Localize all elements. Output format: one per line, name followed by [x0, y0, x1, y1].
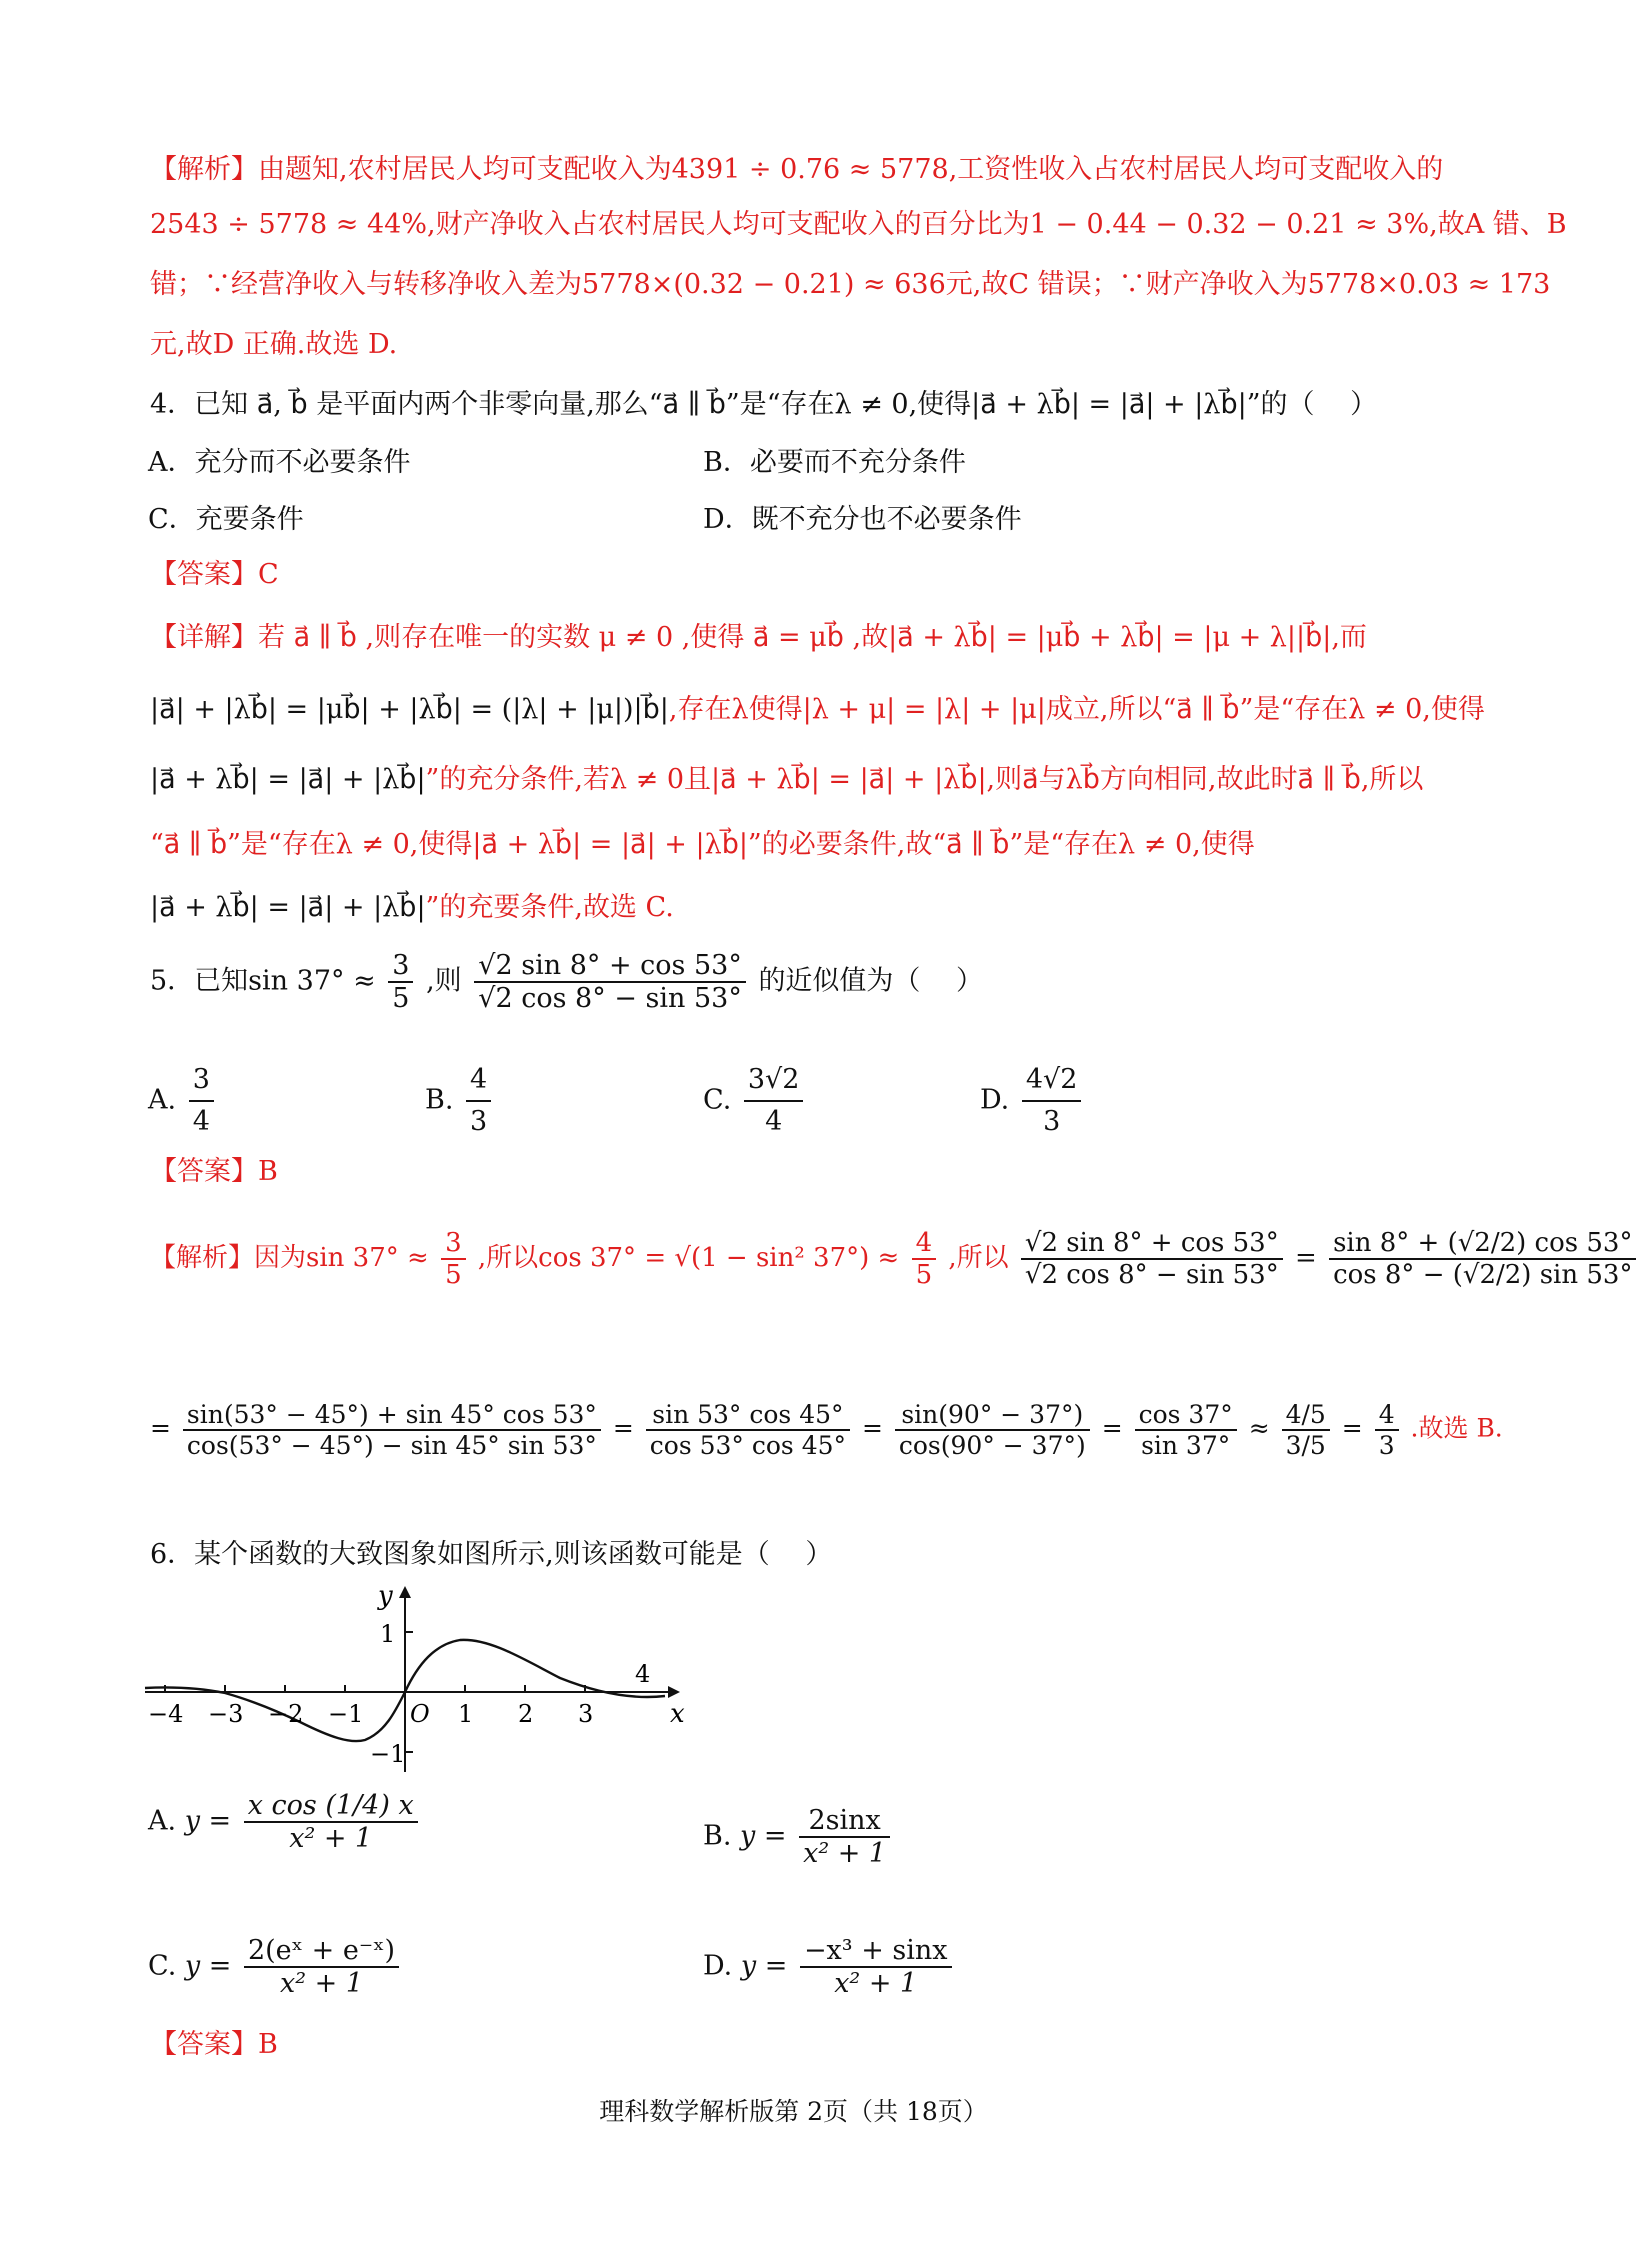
q5-explanation-1-frac-3-num: √2 sin 8° + cos 53°	[1021, 1228, 1283, 1260]
q5-fraction-1	[388, 950, 413, 1014]
q5-option-a-letter: A.	[148, 1084, 177, 1116]
q4-detail-1: 【详解】若 a⃗ ∥ b⃗ ,则存在唯一的实数 μ ≠ 0 ,使得 a⃗ = μb⃗ ,故|a⃗ + λb⃗| = |μb⃗ + λb⃗| = |μ + λ||b⃗|,而	[150, 622, 1367, 653]
q6-option-b-den: x² + 1	[803, 1838, 887, 1869]
q6-option-b	[703, 1805, 894, 1869]
page-footer: 理科数学解析版第 2页（共 18页）	[599, 2097, 988, 2126]
q5-option-d-letter: D.	[980, 1084, 1010, 1116]
q6-option-a-num: x cos (1/4) x	[244, 1790, 418, 1823]
q5-explanation-2-frac-3-num: sin(90° − 37°)	[895, 1400, 1090, 1431]
q5-option-b-den: 3	[470, 1106, 488, 1137]
q6-option-c-frac	[244, 1935, 399, 1999]
q5-explanation-1-mid: ,所以cos 37° = √(1 − sin² 37°) ≈	[477, 1243, 900, 1273]
q5-explanation-1-mid2: ,所以	[948, 1243, 1009, 1273]
q6-option-d-num: −x³ + sinx	[800, 1935, 952, 1968]
q6-option-a-y: y =	[184, 1805, 232, 1837]
x-tick-label-2: 2	[518, 1700, 534, 1728]
y-tick-label-1: 1	[380, 1620, 396, 1648]
question-4: 4．已知 a⃗, b⃗ 是平面内两个非零向量,那么“a⃗ ∥ b⃗”是“存在λ ≠ 0,使得|a⃗ + λb⃗| = |a⃗| + |λb⃗|”的（ ）	[150, 389, 1378, 420]
y-tick-label-minus-1: −1	[370, 1740, 406, 1768]
q4-detail-3-text: ”的充分条件,若λ ≠ 0且|a⃗ + λb⃗| = |a⃗| + |λb⃗|,则a⃗与λb⃗方向相同,故此时a⃗ ∥ b⃗,所以	[425, 764, 1424, 795]
q5-explanation-2-equals: =	[150, 1413, 171, 1443]
q6-option-c	[148, 1935, 403, 1999]
q5-fraction-2	[474, 950, 746, 1014]
x-tick-label-minus-3: −3	[208, 1700, 244, 1728]
q6-option-a-letter: A.	[148, 1805, 177, 1837]
q5-option-d-den: 3	[1043, 1106, 1061, 1137]
q5-explanation-2-frac-4-num: cos 37°	[1135, 1400, 1237, 1431]
question-6: 6．某个函数的大致图象如图所示,则该函数可能是（ ）	[150, 1539, 833, 1570]
q5-explanation-1-frac-2-num: 4	[912, 1228, 937, 1260]
q5-prefix: 5．已知sin 37° ≈	[150, 965, 376, 997]
q5-option-b-frac	[466, 1060, 491, 1142]
q6-option-b-y: y =	[740, 1820, 787, 1852]
explanation-line-2: 2543 ÷ 5778 ≈ 44%,财产净收入占农村居民人均可支配收入的百分比为1 − 0.44 − 0.32 − 0.21 ≈ 3%,故A 错、B	[150, 209, 1567, 240]
x-tick-label-minus-1: −1	[328, 1700, 364, 1728]
q6-option-c-den: x² + 1	[279, 1968, 364, 1999]
q5-explanation-2-frac-5-den: 3/5	[1285, 1431, 1326, 1460]
x-tick-label-3: 3	[578, 1700, 594, 1728]
q5-option-d-num: 4√2	[1022, 1060, 1082, 1102]
q6-option-d-letter: D.	[703, 1950, 733, 1982]
q5-explanation-1	[150, 1228, 1640, 1290]
q5-explanation-2-frac-1	[183, 1400, 601, 1460]
q6-option-d-y: y =	[740, 1950, 788, 1982]
q5-explanation-1-frac-1-num: 3	[441, 1228, 466, 1260]
q5-option-c-den: 4	[765, 1106, 783, 1137]
q5-explanation-1-frac-4-num: sin 8° + (√2/2) cos 53°	[1329, 1228, 1636, 1260]
q5-explanation-2-frac-2	[646, 1400, 850, 1460]
q6-option-b-frac	[799, 1805, 890, 1869]
q4-detail-4: “a⃗ ∥ b⃗”是“存在λ ≠ 0,使得|a⃗ + λb⃗| = |a⃗| + |λb⃗|”的必要条件,故“a⃗ ∥ b⃗”是“存在λ ≠ 0,使得	[150, 829, 1255, 860]
q5-fraction-2-den: √2 cos 8° − sin 53°	[478, 983, 742, 1014]
q5-option-b-letter: B.	[425, 1084, 454, 1116]
q5-option-c-num: 3√2	[744, 1060, 804, 1102]
q6-option-c-letter: C.	[148, 1950, 177, 1982]
q4-option-c: C．充要条件	[148, 504, 304, 535]
q4-detail-3-formula: |a⃗ + λb⃗| = |a⃗| + |λb⃗|	[150, 764, 426, 795]
q5-explanation-2: = $\frac{\sin(53^\circ - 45^\circ) + \sin 45^\circ \cos 53^\circ}{\cos(53^\circ - 45^\circ) - \sin 45^\circ \sin 53^\circ}$ = $\frac{\sin 53^\circ \cos 45^\circ}{\cos 53^\circ \cos 45^\circ}$ = $\frac{\sin(90^\circ - 37^\circ)}{\cos(90^\circ - 37^\circ)}$ = $\frac{\cos 37^\circ}{\sin 37^\circ}$ ≈ $\frac{4/5}{3/5}$ = $\frac{4}{3}$ .故选 B.	[150, 1400, 1503, 1460]
q5-explanation-1-frac-4	[1329, 1228, 1636, 1290]
q5-explanation-2-frac-2-num: sin 53° cos 45°	[646, 1400, 850, 1431]
x-tick-label-1: 1	[458, 1700, 474, 1728]
q6-option-d-frac	[800, 1935, 952, 1999]
x-axis-arrow	[668, 1686, 680, 1698]
q4-detail-5-formula: |a⃗ + λb⃗| = |a⃗| + |λb⃗|	[150, 892, 426, 923]
q5-explanation-2-frac-3	[895, 1400, 1090, 1460]
q5-explanation-2-frac-3-den: cos(90° − 37°)	[898, 1431, 1086, 1460]
x-axis-label: x	[670, 1699, 685, 1729]
q4-option-a: A．充分而不必要条件	[148, 447, 411, 478]
q4-answer: 【答案】C	[150, 559, 279, 590]
q5-explanation-1-frac-1	[441, 1228, 466, 1290]
x-tick-label-minus-4: −4	[148, 1700, 184, 1728]
q6-option-d-den: x² + 1	[834, 1968, 918, 1999]
q5-explanation-2-frac-4-den: sin 37°	[1141, 1431, 1231, 1460]
q5-explanation-1-frac-4-den: cos 8° − (√2/2) sin 53°	[1333, 1260, 1633, 1290]
x-tick-label-4: 4	[635, 1660, 651, 1688]
explanation-line-1: 【解析】由题知,农村居民人均可支配收入为4391 ÷ 0.76 ≈ 5778,工资性收入占农村居民人均可支配收入的	[150, 154, 1444, 185]
function-graph	[140, 1582, 700, 1782]
q5-fraction-2-num: √2 sin 8° + cos 53°	[474, 950, 746, 983]
q5-explanation-2-frac-1-num: sin(53° − 45°) + sin 45° cos 53°	[183, 1400, 601, 1431]
q6-option-d	[703, 1935, 956, 1999]
q6-option-a-frac	[244, 1790, 418, 1854]
q4-detail-5-text: ”的充要条件,故选 C.	[425, 892, 674, 923]
q6-option-a-den: x² + 1	[289, 1823, 373, 1854]
q5-option-b-num: 4	[466, 1060, 491, 1102]
q5-explanation-2-frac-6	[1375, 1400, 1399, 1460]
q5-mid: ,则	[426, 965, 462, 997]
q5-option-c-frac	[744, 1060, 804, 1142]
q4-option-b: B．必要而不充分条件	[703, 447, 966, 478]
q5-option-a	[148, 1060, 218, 1142]
q5-explanation-2-frac-2-den: cos 53° cos 45°	[649, 1431, 847, 1460]
q5-option-a-num: 3	[189, 1060, 214, 1102]
q5-explanation-1-equals: =	[1295, 1243, 1317, 1273]
q5-option-b	[425, 1060, 495, 1142]
q5-option-d	[980, 1060, 1085, 1142]
q6-option-a	[148, 1790, 422, 1854]
explanation-line-3: 错；∵经营净收入与转移净收入差为5778×(0.32 − 0.21) ≈ 636元,故C 错误；∵财产净收入为5778×0.03 ≈ 173	[150, 269, 1551, 300]
q4-detail-2-text: ,存在λ使得|λ + μ| = |λ| + |μ|成立,所以“a⃗ ∥ b⃗”是“存在λ ≠ 0,使得	[668, 694, 1485, 725]
q5-option-a-den: 4	[192, 1106, 210, 1137]
q5-explanation-2-approx: ≈	[1248, 1413, 1270, 1443]
q4-detail-2-formula: |a⃗| + |λb⃗| = |μb⃗| + |λb⃗| = (|λ| + |μ|)|b⃗|	[150, 694, 669, 725]
q5-fraction-1-num: 3	[388, 950, 413, 983]
q5-explanation-2-frac-5	[1282, 1400, 1330, 1460]
y-axis-label: y	[378, 1581, 393, 1611]
q5-suffix: 的近似值为（ ）	[758, 965, 984, 997]
q5-explanation-1-frac-1-den: 5	[445, 1260, 462, 1290]
origin-label: O	[410, 1700, 430, 1728]
q5-explanation-2-end: .故选 B.	[1410, 1413, 1503, 1443]
explanation-line-4: 元,故D 正确.故选 D.	[150, 329, 398, 360]
y-axis-arrow	[399, 1586, 411, 1598]
q5-explanation-2-frac-4	[1135, 1400, 1237, 1460]
q5-explanation-2-frac-6-den: 3	[1378, 1431, 1395, 1460]
q5-explanation-1-frac-3	[1021, 1228, 1283, 1290]
q6-option-b-num: 2sinx	[799, 1805, 890, 1838]
x-tick-label-minus-2: −2	[268, 1700, 304, 1728]
q5-fraction-1-den: 5	[392, 983, 410, 1014]
q6-option-c-y: y =	[184, 1950, 232, 1982]
q5-explanation-2-frac-5-num: 4/5	[1282, 1400, 1330, 1431]
q5-option-c	[703, 1060, 807, 1142]
q5-option-c-letter: C.	[703, 1084, 732, 1116]
q5-explanation-1-frac-2	[912, 1228, 937, 1290]
q4-detail-3	[150, 760, 1423, 800]
q5-option-d-frac	[1022, 1060, 1082, 1142]
question-5	[150, 950, 983, 1014]
q5-explanation-1-frac-2-den: 5	[915, 1260, 933, 1290]
q6-option-b-letter: B.	[703, 1820, 732, 1852]
q4-detail-5	[150, 888, 674, 928]
q6-answer: 【答案】B	[150, 2029, 278, 2060]
q5-explanation-1-frac-3-den: √2 cos 8° − sin 53°	[1024, 1260, 1279, 1290]
q5-explanation-2-frac-1-den: cos(53° − 45°) − sin 45° sin 53°	[186, 1431, 597, 1460]
q5-explanation-2-frac-6-num: 4	[1375, 1400, 1399, 1431]
q6-option-c-num: 2(eˣ + e⁻ˣ)	[244, 1935, 399, 1968]
q4-detail-2	[150, 690, 1485, 730]
q4-option-d: D．既不充分也不必要条件	[703, 504, 1022, 535]
q5-option-a-frac	[189, 1060, 214, 1142]
q5-explanation-1-prefix: 【解析】因为sin 37° ≈	[150, 1243, 429, 1273]
q5-answer: 【答案】B	[150, 1156, 278, 1187]
